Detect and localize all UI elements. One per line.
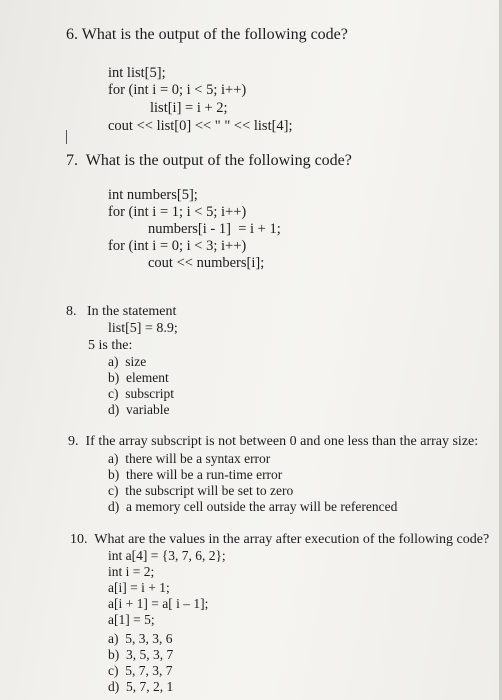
q9-question: 9. If the array subscript is not between 0 and one less than the array size:	[68, 434, 479, 449]
q6-code-line-1: int list[5];	[108, 65, 166, 81]
q7-code-line-3: numbers[i - 1] = i + 1;	[148, 221, 281, 237]
q7-code-line-1: int numbers[5];	[108, 187, 198, 203]
q8-option-a: a) size	[108, 354, 147, 369]
q9-option-a: a) there will be a syntax error	[108, 451, 271, 466]
q7-code-line-5: cout << numbers[i];	[148, 255, 265, 271]
q10-question: 10. What are the values in the array after execution of the following code?	[70, 532, 490, 547]
q10-option-c: c) 5, 7, 3, 7	[108, 663, 173, 678]
q8-question: 8. In the statement	[66, 304, 177, 319]
q10-code-line-1: int a[4] = {3, 7, 6, 2};	[108, 548, 226, 563]
q6-code-line-3: list[i] = i + 2;	[150, 100, 228, 116]
q10-option-b: b) 3, 5, 3, 7	[108, 647, 174, 662]
q10-option-a: a) 5, 3, 3, 6	[108, 631, 173, 646]
q9-option-c: c) the subscript will be set to zero	[108, 483, 294, 498]
q7-question: 7. What is the output of the following code?	[66, 152, 352, 169]
q6-question: 6. What is the output of the following code?	[66, 26, 348, 43]
q8-stem: 5 is the:	[88, 338, 133, 353]
q10-code-line-2: int i = 2;	[108, 564, 155, 579]
q8-statement: list[5] = 8.9;	[108, 321, 178, 336]
q10-code-line-3: a[i] = i + 1;	[108, 580, 170, 595]
q9-option-b: b) there will be a run-time error	[108, 467, 283, 482]
q8-option-c: c) subscript	[108, 386, 174, 401]
q7-code-line-2: for (int i = 1; i < 5; i++)	[108, 204, 247, 220]
q6-code-line-2: for (int i = 0; i < 5; i++)	[108, 82, 247, 98]
q10-option-d: d) 5, 7, 2, 1	[108, 679, 174, 694]
q8-option-b: b) element	[108, 370, 169, 385]
q7-code-line-4: for (int i = 0; i < 3; i++)	[108, 238, 247, 254]
q10-code-line-4: a[i + 1] = a[ i – 1];	[108, 596, 209, 611]
q8-option-d: d) variable	[108, 402, 170, 417]
q9-option-d: d) a memory cell outside the array will be referenced	[108, 499, 398, 514]
q10-code-line-5: a[1] = 5;	[108, 612, 155, 627]
q6-code-line-4: cout << list[0] << " " << list[4];	[108, 118, 293, 134]
pen-mark	[66, 130, 67, 144]
